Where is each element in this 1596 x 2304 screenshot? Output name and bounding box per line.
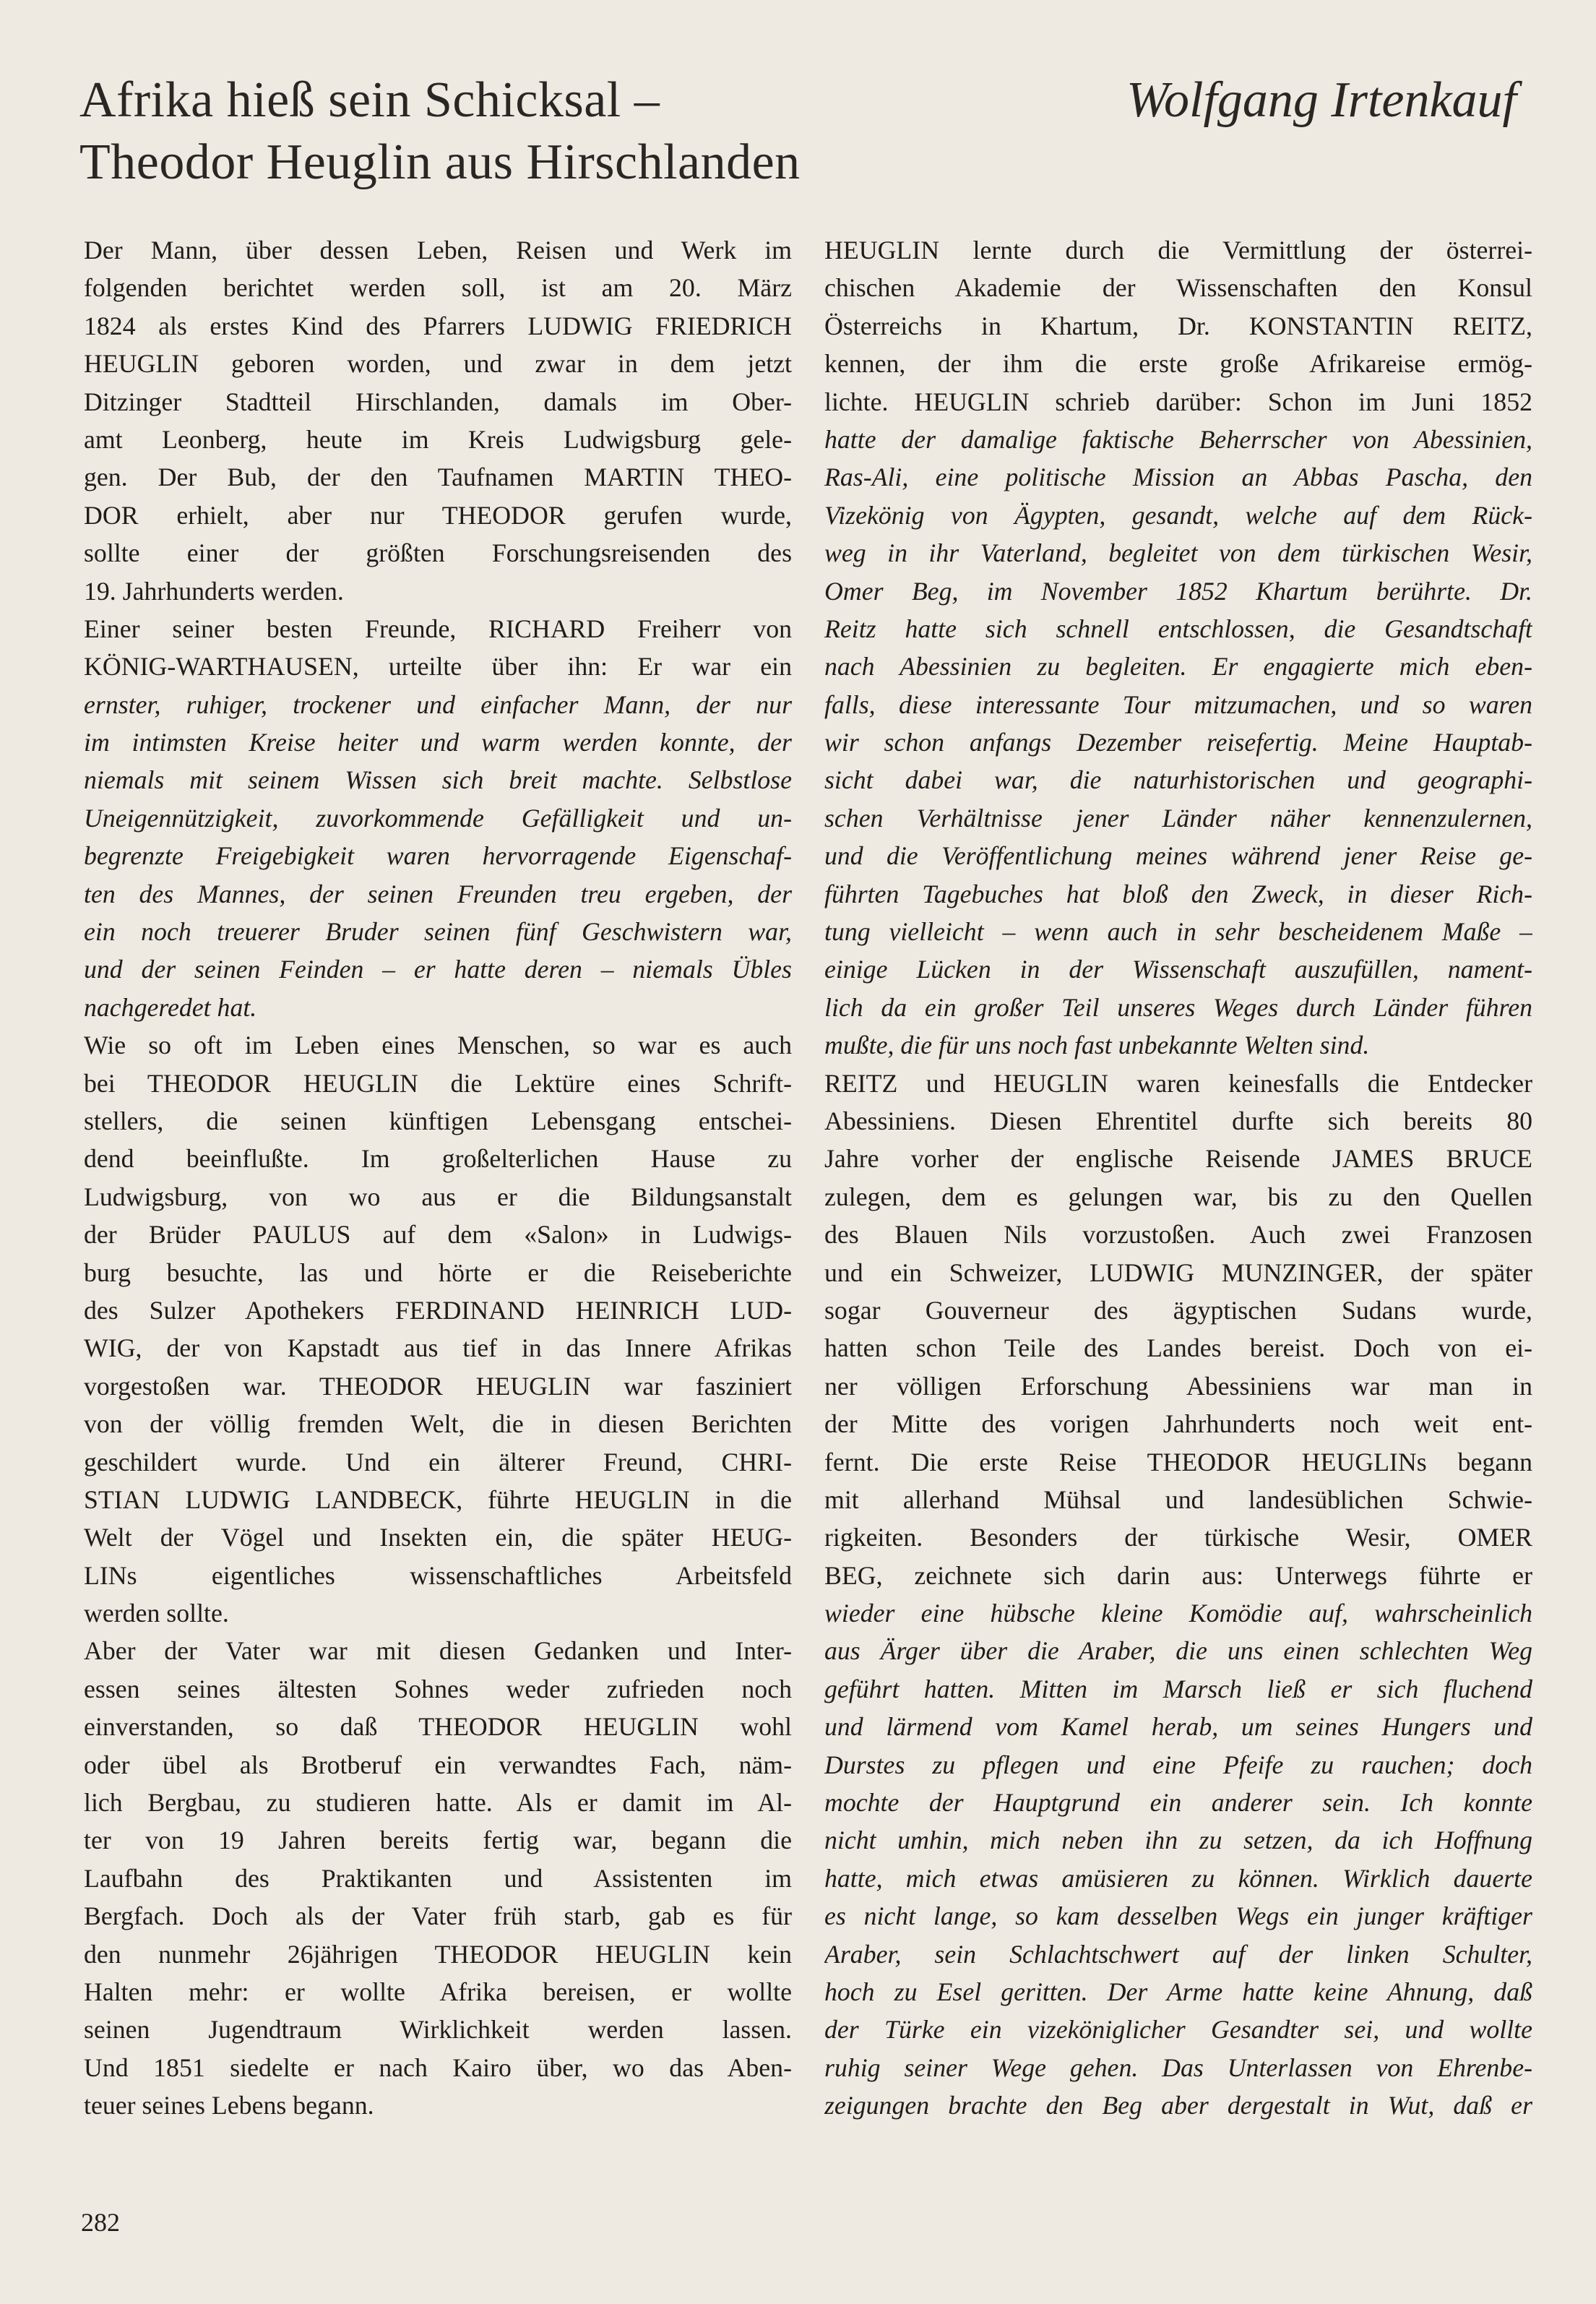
- text-line: zulegen, dem es gelungen war, bis zu den Quellen: [824, 1182, 1532, 1211]
- text-line: Bergfach. Doch als der Vater früh starb, gab es für: [84, 1901, 792, 1931]
- text-line: gen. Der Bub, der den Taufnamen MARTIN THEO-: [84, 463, 792, 492]
- text-line: und lärmend vom Kamel herab, um seines Hungers und: [824, 1712, 1532, 1742]
- text-line: ner völligen Erforschung Abessiniens war man in: [824, 1371, 1532, 1401]
- text-line: weg in ihr Vaterland, begleitet von dem türkischen Wesir,: [824, 538, 1532, 568]
- text-line: 19. Jahrhunderts werden.: [84, 576, 344, 606]
- text-line: Abessiniens. Diesen Ehrentitel durfte sich bereits 80: [824, 1106, 1532, 1135]
- page-number: 282: [81, 2208, 120, 2237]
- text-line: ruhig seiner Wege gehen. Das Unterlassen von Ehrenbe-: [824, 2052, 1532, 2082]
- text-line: ernster, ruhiger, trockener und einfacher Mann, der nur: [84, 689, 792, 719]
- text-line: einverstanden, so daß THEODOR HEUGLIN wohl: [84, 1712, 792, 1742]
- article-title-line-2: Theodor Heuglin aus Hirschlanden: [79, 134, 801, 190]
- text-line: Araber, sein Schlachtschwert auf der linken Schulter,: [824, 1939, 1532, 1969]
- text-line: Und 1851 siedelte er nach Kairo über, wo das Aben-: [84, 2052, 792, 2082]
- text-line: nicht umhin, mich neben ihn zu setzen, da ich Hoffnung: [824, 1826, 1532, 1855]
- text-line: nach Abessinien zu begleiten. Er engagierte mich eben-: [824, 652, 1532, 682]
- text-line: geschildert wurde. Und ein älterer Freund, CHRI-: [84, 1447, 792, 1476]
- text-line: Ras-Ali, eine politische Mission an Abbas Pascha, den: [824, 463, 1532, 492]
- text-line: im intimsten Kreise heiter und warm werden konnte, der: [84, 728, 792, 757]
- text-line: tung vielleicht – wenn auch in sehr bescheidenem Maße –: [824, 917, 1532, 947]
- text-line: seinen Jugendtraum Wirklichkeit werden lassen.: [84, 2015, 792, 2045]
- text-line: stellers, die seinen künftigen Lebensgang entschei-: [84, 1106, 792, 1135]
- text-line: der Mitte des vorigen Jahrhunderts noch weit ent-: [824, 1409, 1532, 1439]
- text-line: einige Lücken in der Wissenschaft auszufüllen, nament-: [824, 955, 1532, 984]
- text-line: sollte einer der größten Forschungsreisenden des: [84, 538, 792, 568]
- text-line: Welt der Vögel und Insekten ein, die später HEUG-: [84, 1523, 792, 1552]
- text-line: hatte der damalige faktische Beherrscher von Abessinien,: [824, 424, 1532, 454]
- text-line: hatten schon Teile des Landes bereist. Doch von ei-: [824, 1333, 1532, 1363]
- text-line: STIAN LUDWIG LANDBECK, führte HEUGLIN in die: [84, 1484, 792, 1514]
- text-line: aus Ärger über die Araber, die uns einen schlechten Weg: [824, 1636, 1532, 1666]
- text-line: mochte der Hauptgrund ein anderer sein. Ich konnte: [824, 1788, 1532, 1818]
- text-line: Der Mann, über dessen Leben, Reisen und Werk im: [84, 236, 792, 265]
- article-title-line-1: Afrika hieß sein Schicksal –: [79, 72, 660, 128]
- text-line: Ditzinger Stadtteil Hirschlanden, damals im Ober-: [84, 387, 792, 416]
- text-line: bei THEODOR HEUGLIN die Lektüre eines Schrift-: [84, 1068, 792, 1098]
- text-line: ein noch treuerer Bruder seinen fünf Geschwistern war,: [84, 917, 792, 947]
- text-line: HEUGLIN geboren worden, und zwar in dem jetzt: [84, 349, 792, 379]
- text-line: fernt. Die erste Reise THEODOR HEUGLINs begann: [824, 1447, 1532, 1476]
- text-line: es nicht lange, so kam desselben Wegs ein junger kräftiger: [824, 1901, 1532, 1931]
- right-text-column: [824, 231, 1532, 2125]
- text-line: mit allerhand Mühsal und landesüblichen Schwie-: [824, 1484, 1532, 1514]
- text-line: niemals mit seinem Wissen sich breit machte. Selbstlose: [84, 765, 792, 795]
- text-line: sogar Gouverneur des ägyptischen Sudans wurde,: [824, 1295, 1532, 1325]
- text-line: führten Tagebuches hat bloß den Zweck, in dieser Rich-: [824, 879, 1532, 908]
- text-line: rigkeiten. Besonders der türkische Wesir, OMER: [824, 1523, 1532, 1552]
- text-line: lich da ein großer Teil unseres Weges durch Länder führen: [824, 992, 1532, 1022]
- text-line: wir schon anfangs Dezember reisefertig. Meine Hauptab-: [824, 728, 1532, 757]
- text-line: 1824 als erstes Kind des Pfarrers LUDWIG FRIEDRICH: [84, 311, 792, 340]
- text-line: Wie so oft im Leben eines Menschen, so war es auch: [84, 1031, 792, 1060]
- text-line: dend beeinflußte. Im großelterlichen Hause zu: [84, 1144, 792, 1174]
- text-line: schen Verhältnisse jener Länder näher kennenzulernen,: [824, 803, 1532, 833]
- text-line: DOR erhielt, aber nur THEODOR gerufen wurde,: [84, 500, 792, 530]
- text-line: hatte, mich etwas amüsieren zu können. Wirklich dauerte: [824, 1863, 1532, 1893]
- text-line: geführt hatten. Mitten im Marsch ließ er sich fluchend: [824, 1674, 1532, 1703]
- text-line: des Sulzer Apothekers FERDINAND HEINRICH LUD-: [84, 1295, 792, 1325]
- text-line: des Blauen Nils vorzustoßen. Auch zwei Franzosen: [824, 1220, 1532, 1250]
- text-line: zeigungen brachte den Beg aber dergestalt in Wut, daß er: [824, 2091, 1532, 2120]
- text-line: Aber der Vater war mit diesen Gedanken und Inter-: [84, 1636, 792, 1666]
- article-author: Wolfgang Irtenkauf: [1126, 72, 1517, 128]
- text-line: Halten mehr: er wollte Afrika bereisen, er wollte: [84, 1977, 792, 2006]
- text-line: Omer Beg, im November 1852 Khartum berührte. Dr.: [824, 576, 1532, 606]
- text-line: begrenzte Freigebigkeit waren hervorragende Eigenschaf-: [84, 841, 792, 871]
- text-line: den nunmehr 26jährigen THEODOR HEUGLIN kein: [84, 1939, 792, 1969]
- text-line: von der völlig fremden Welt, die in diesen Berichten: [84, 1409, 792, 1439]
- text-line: ten des Mannes, der seinen Freunden treu ergeben, der: [84, 879, 792, 908]
- text-line: Reitz hatte sich schnell entschlossen, die Gesandtschaft: [824, 614, 1532, 643]
- text-line: HEUGLIN lernte durch die Vermittlung der österrei-: [824, 236, 1532, 265]
- text-line: chischen Akademie der Wissenschaften den Konsul: [824, 273, 1532, 303]
- text-line: und der seinen Feinden – er hatte deren – niemals Übles: [84, 955, 792, 984]
- text-line: LINs eigentliches wissenschaftliches Arbeitsfeld: [84, 1560, 792, 1590]
- text-line: essen seines ältesten Sohnes weder zufrieden noch: [84, 1674, 792, 1703]
- text-line: Österreichs in Khartum, Dr. KONSTANTIN REITZ,: [824, 311, 1532, 340]
- text-line: kennen, der ihm die erste große Afrikareise ermög-: [824, 349, 1532, 379]
- text-line: Einer seiner besten Freunde, RICHARD Freiherr von: [84, 614, 792, 643]
- text-line: wieder eine hübsche kleine Komödie auf, wahrscheinlich: [824, 1599, 1532, 1628]
- text-line: und die Veröffentlichung meines während jener Reise ge-: [824, 841, 1532, 871]
- text-line: falls, diese interessante Tour mitzumachen, und so waren: [824, 689, 1532, 719]
- text-line: amt Leonberg, heute im Kreis Ludwigsburg gele-: [84, 424, 792, 454]
- text-line: Jahre vorher der englische Reisende JAMES BRUCE: [824, 1144, 1532, 1174]
- text-line: vorgestoßen war. THEODOR HEUGLIN war fasziniert: [84, 1371, 792, 1401]
- text-line: Durstes zu pflegen und eine Pfeife zu rauchen; doch: [824, 1750, 1532, 1779]
- text-line: lich Bergbau, zu studieren hatte. Als er damit im Al-: [84, 1788, 792, 1818]
- text-line: WIG, der von Kapstadt aus tief in das Innere Afrikas: [84, 1333, 792, 1363]
- text-line: Laufbahn des Praktikanten und Assistenten im: [84, 1863, 792, 1893]
- text-line: werden sollte.: [84, 1599, 229, 1628]
- text-line: REITZ und HEUGLIN waren keinesfalls die Entdecker: [824, 1068, 1532, 1098]
- text-line: oder übel als Brotberuf ein verwandtes Fach, näm-: [84, 1750, 792, 1779]
- text-line: der Türke ein vizeköniglicher Gesandter sei, und wollte: [824, 2015, 1532, 2045]
- left-text-column: [84, 231, 792, 2125]
- text-line: folgenden berichtet werden soll, ist am 20. März: [84, 273, 792, 303]
- text-line: hoch zu Esel geritten. Der Arme hatte keine Ahnung, daß: [824, 1977, 1532, 2006]
- text-line: sicht dabei war, die naturhistorischen und geographi-: [824, 765, 1532, 795]
- text-line: lichte. HEUGLIN schrieb darüber: Schon im Juni 1852: [824, 387, 1532, 416]
- text-line: mußte, die für uns noch fast unbekannte Welten sind.: [824, 1031, 1370, 1060]
- article-title: [79, 69, 1091, 194]
- text-line: teuer seines Lebens begann.: [84, 2091, 374, 2120]
- text-line: KÖNIG-WARTHAUSEN, urteilte über ihn: Er war ein: [84, 652, 792, 682]
- text-line: BEG, zeichnete sich darin aus: Unterwegs führte er: [824, 1560, 1532, 1590]
- text-line: Vizekönig von Ägypten, gesandt, welche auf dem Rück-: [824, 500, 1532, 530]
- text-line: Ludwigsburg, von wo aus er die Bildungsanstalt: [84, 1182, 792, 1211]
- text-line: und ein Schweizer, LUDWIG MUNZINGER, der später: [824, 1258, 1532, 1287]
- text-line: burg besuchte, las und hörte er die Reiseberichte: [84, 1258, 792, 1287]
- text-line: der Brüder PAULUS auf dem «Salon» in Ludwigs-: [84, 1220, 792, 1250]
- text-line: nachgeredet hat.: [84, 992, 257, 1022]
- text-line: Uneigennützigkeit, zuvorkommende Gefälligkeit und un-: [84, 803, 792, 833]
- text-line: ter von 19 Jahren bereits fertig war, begann die: [84, 1826, 792, 1855]
